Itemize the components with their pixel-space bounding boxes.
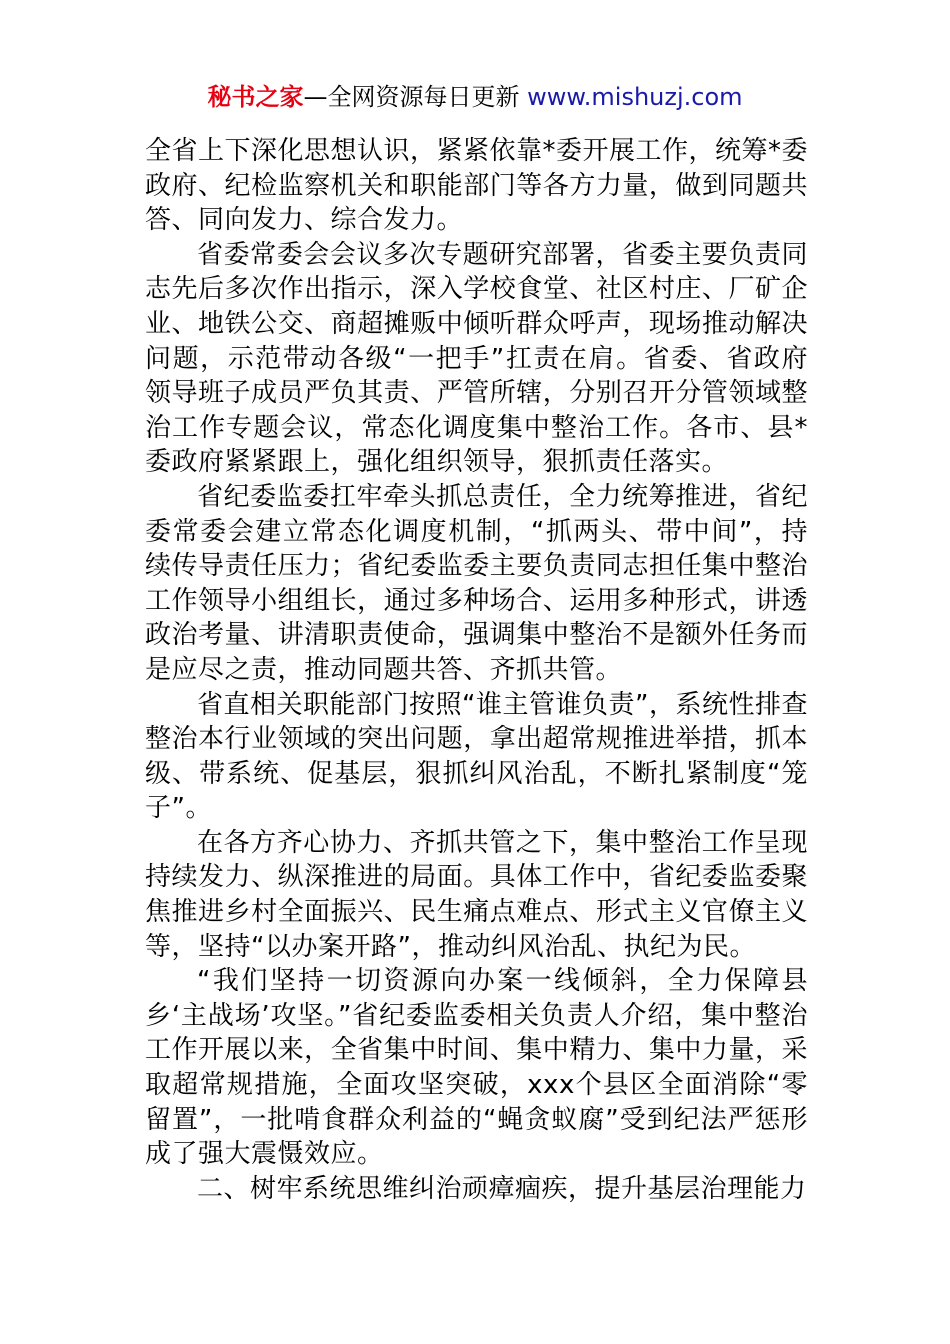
paragraph: 省委常委会会议多次专题研究部署，省委主要负责同志先后多次作出指示，深入学校食堂、社区村庄、厂矿企业、地铁公交、商超摊贩中倾听群众呼声，现场推动解决问题，示范带动各级“一把手”扛责在肩。省委、省政府领导班子成员严负其责、严管所辖，分别召开分管领域整治工作专题会议，常态化调度集中整治工作。各市、县*委政府紧紧跟上，强化组织领导，狠抓责任落实。 [145, 239, 808, 478]
paragraph: 在各方齐心协力、齐抓共管之下，集中整治工作呈现持续发力、纵深推进的局面。具体工作中，省纪委监委聚焦推进乡村全面振兴、民生痛点难点、形式主义官僚主义等，坚持“以办案开路”，推动纠风治乱、执纪为民。 [145, 827, 808, 962]
paragraph: “我们坚持一切资源向办案一线倾斜，全力保障县乡‘主战场’攻坚。”省纪委监委相关负责人介绍，集中整治工作开展以来，全省集中时间、集中精力、集中力量，采取超常规措施，全面攻坚突破，xxx个县区全面消除“零留置”，一批啃食群众利益的“蝇贪蚁腐”受到纪法严惩形成了强大震慑效应。 [145, 966, 808, 1170]
header-url-link[interactable]: www.mishuzj.com [527, 83, 743, 111]
header-brand: 秘书之家 [207, 83, 304, 111]
paragraph: 省纪委监委扛牢牵头抓总责任，全力统筹推进，省纪委常委会建立常态化调度机制，“抓两头、带中间”，持续传导责任压力；省纪委监委主要负责同志担任集中整治工作领导小组组长，通过多种场合、运用多种形式，讲透政治考量、讲清职责使命，强调集中整治不是额外任务而是应尽之责，推动同题共答、齐抓共管。 [145, 481, 808, 685]
section-heading: 二、树牢系统思维纠治顽瘴痼疾，提升基层治理能力 [197, 1173, 807, 1204]
paragraph-continued: 全省上下深化思想认识，紧紧依靠*委开展工作，统筹*委政府、纪检监察机关和职能部门等各方力量，做到同题共答、同向发力、综合发力。 [145, 136, 809, 236]
document-body [145, 134, 808, 1206]
header-tagline: —全网资源每日更新 [303, 83, 528, 111]
paragraph: 省直相关职能部门按照“谁主管谁负责”，系统性排查整治本行业领域的突出问题，拿出超常规推进举措，抓本级、带系统、促基层，狠抓纠风治乱，不断扎紧制度“笼子”。 [145, 689, 808, 824]
page-header [0, 80, 950, 114]
